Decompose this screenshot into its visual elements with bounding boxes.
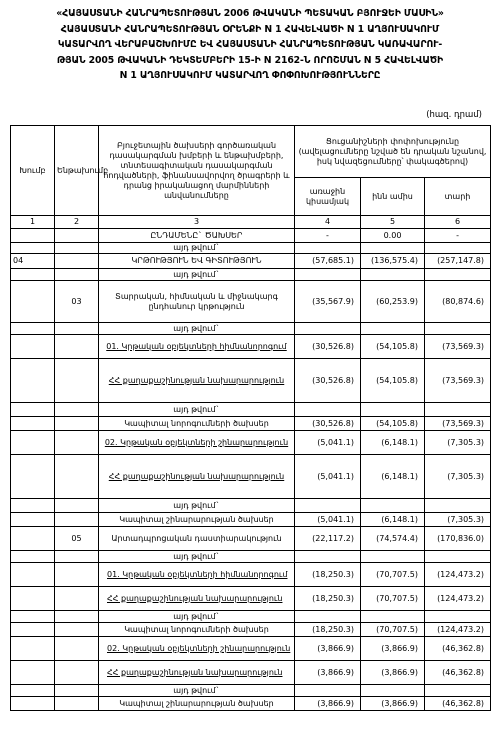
group-code xyxy=(11,697,55,711)
value-nine-months: (3,866.9) xyxy=(361,697,425,711)
value-year: (7,305.3) xyxy=(425,513,491,527)
group-code xyxy=(11,431,55,455)
row-description: այդ թվում` xyxy=(99,611,295,623)
group-code xyxy=(11,551,55,563)
subgroup-code xyxy=(55,323,99,335)
subgroup-code xyxy=(55,455,99,499)
header-group: Խումբ xyxy=(11,126,55,216)
value-nine-months: (3,866.9) xyxy=(361,661,425,685)
subgroup-code: 03 xyxy=(55,281,99,323)
value-first-half: (3,866.9) xyxy=(295,697,361,711)
row-description: Տարրական, հիմնական և միջնակարգ ընդհանուր կրթություն xyxy=(99,281,295,323)
table-row xyxy=(11,685,491,697)
group-code xyxy=(11,403,55,417)
table-row xyxy=(11,323,491,335)
subgroup-code xyxy=(55,269,99,281)
row-description: Կապիտալ նորոգումների ծախսեր xyxy=(99,417,295,431)
value-first-half: (30,526.8) xyxy=(295,417,361,431)
table-row xyxy=(11,499,491,513)
table-row xyxy=(11,527,491,551)
value-first-half xyxy=(295,551,361,563)
col-number: 6 xyxy=(425,216,491,229)
value-year xyxy=(425,685,491,697)
value-year xyxy=(425,611,491,623)
table-row xyxy=(11,697,491,711)
group-code xyxy=(11,611,55,623)
group-code xyxy=(11,455,55,499)
value-nine-months xyxy=(361,323,425,335)
table-row xyxy=(11,551,491,563)
row-description: Կապիտալ շինարարության ծախսեր xyxy=(99,697,295,711)
header-nine-months: ինն ամիս xyxy=(361,178,425,216)
group-code xyxy=(11,359,55,403)
budget-table xyxy=(10,125,491,711)
value-year: (7,305.3) xyxy=(425,455,491,499)
subgroup-code xyxy=(55,661,99,685)
group-code xyxy=(11,335,55,359)
header-first-half: առաջին կիսամյակ xyxy=(295,178,361,216)
subgroup-code xyxy=(55,243,99,254)
subgroup-code xyxy=(55,335,99,359)
row-description: այդ թվում` xyxy=(99,403,295,417)
value-first-half: (3,866.9) xyxy=(295,661,361,685)
value-nine-months: (60,253.9) xyxy=(361,281,425,323)
value-nine-months: (54,105.8) xyxy=(361,417,425,431)
header-year: տարի xyxy=(425,178,491,216)
subgroup-code xyxy=(55,513,99,527)
value-nine-months xyxy=(361,499,425,513)
table-row xyxy=(11,431,491,455)
value-first-half: (22,117.2) xyxy=(295,527,361,551)
value-nine-months xyxy=(361,403,425,417)
table-row xyxy=(11,455,491,499)
value-nine-months: (3,866.9) xyxy=(361,637,425,661)
row-description: այդ թվում` xyxy=(99,499,295,513)
group-code xyxy=(11,243,55,254)
row-description: ԿՐԹՈՒԹՅՈՒՆ ԵՎ ԳԻՏՈՒԹՅՈՒՆ xyxy=(99,254,295,269)
row-description: այդ թվում` xyxy=(99,269,295,281)
group-code xyxy=(11,685,55,697)
group-code xyxy=(11,229,55,243)
group-code xyxy=(11,587,55,611)
value-nine-months: (70,707.5) xyxy=(361,623,425,637)
col-number: 4 xyxy=(295,216,361,229)
title-line: N 1 ԱՂՅՈՒՍԱԿՈՒՄ ԿԱՏԱՐՎՈՂ ՓՈՓՈԽՈՒԹՅՈՒՆՆԵՐԸ xyxy=(119,70,381,81)
table-row xyxy=(11,513,491,527)
table-row xyxy=(11,403,491,417)
table-row xyxy=(11,335,491,359)
subgroup-code xyxy=(55,697,99,711)
value-year: (46,362.8) xyxy=(425,661,491,685)
value-nine-months xyxy=(361,611,425,623)
subgroup-code xyxy=(55,563,99,587)
table-row xyxy=(11,229,491,243)
subgroup-code xyxy=(55,403,99,417)
value-year: (170,836.0) xyxy=(425,527,491,551)
group-code: 04 xyxy=(11,254,55,269)
subgroup-code xyxy=(55,499,99,513)
group-code xyxy=(11,563,55,587)
table-row xyxy=(11,269,491,281)
value-first-half xyxy=(295,323,361,335)
title-line: ԹՅԱՆ 2005 ԹՎԱԿԱՆԻ ԴԵԿՏԵՄԲԵՐԻ 15-Ի N 2162-Ն ՈՐՈՇՄԱՆ N 5 ՀԱՎԵԼՎԱԾԻ xyxy=(56,54,444,66)
value-nine-months: (54,105.8) xyxy=(361,359,425,403)
value-year xyxy=(425,551,491,563)
table-row xyxy=(11,359,491,403)
group-code xyxy=(11,637,55,661)
value-first-half: (5,041.1) xyxy=(295,431,361,455)
header-description: Բյուջետային ծախսերի գործառական դասակարգման խմբերի և ենթախմբերի, տնտեսագիտական դասակարգման հոդվածների, ֆինանսավորվող ծրագրերի և դրանց իրականացող մարմինների անվանումները xyxy=(99,126,295,216)
value-year: (124,473.2) xyxy=(425,623,491,637)
subgroup-code: 05 xyxy=(55,527,99,551)
value-year xyxy=(425,243,491,254)
row-description: 02. Կրթական օբյեկտների շինարարություն xyxy=(99,431,295,455)
table-row xyxy=(11,254,491,269)
table-row xyxy=(11,243,491,254)
subgroup-code xyxy=(55,551,99,563)
value-year: (257,147.8) xyxy=(425,254,491,269)
value-first-half: (30,526.8) xyxy=(295,335,361,359)
value-year: (73,569.3) xyxy=(425,335,491,359)
value-first-half xyxy=(295,685,361,697)
subgroup-code xyxy=(55,359,99,403)
value-nine-months xyxy=(361,269,425,281)
value-year: (124,473.2) xyxy=(425,587,491,611)
value-first-half: (3,866.9) xyxy=(295,637,361,661)
value-first-half: - xyxy=(295,229,361,243)
value-first-half: (35,567.9) xyxy=(295,281,361,323)
header-changes: Ցուցանիշների փոփոխությունը (ավելացումները նշված են դրական նշանով, իսկ նվազեցումները՝ փակագծերով) xyxy=(295,126,491,178)
title-line: ԿԱՏԱՐՎՈՂ ՎԵՐԱԲԱՇԽՈՒՄԸ ԵՎ ՀԱՅԱՍՏԱՆԻ ՀԱՆՐԱՊԵՏՈՒԹՅԱՆ ԿԱՌԱՎԱՐՈՒ- xyxy=(57,39,443,50)
table-row xyxy=(11,281,491,323)
row-description: ՀՀ քաղաքաշինության նախարարություն xyxy=(99,359,295,403)
subgroup-code xyxy=(55,637,99,661)
value-year: - xyxy=(425,229,491,243)
value-first-half: (18,250.3) xyxy=(295,587,361,611)
group-code xyxy=(11,269,55,281)
row-description: 01. Կրթական օբյեկտների հիմնանորոգում xyxy=(99,335,295,359)
subgroup-code xyxy=(55,431,99,455)
value-nine-months xyxy=(361,551,425,563)
value-year: (73,569.3) xyxy=(425,359,491,403)
value-first-half: (57,685.1) xyxy=(295,254,361,269)
col-number: 3 xyxy=(99,216,295,229)
title-line: «ՀԱՅԱՍՏԱՆԻ ՀԱՆՐԱՊԵՏՈՒԹՅԱՆ 2006 ԹՎԱԿԱՆԻ ՊԵՏԱԿԱՆ ԲՅՈՒՋԵԻ ՄԱՍԻՆ» xyxy=(56,8,444,19)
subgroup-code xyxy=(55,587,99,611)
value-nine-months xyxy=(361,685,425,697)
value-first-half xyxy=(295,611,361,623)
group-code xyxy=(11,281,55,323)
value-nine-months: (54,105.8) xyxy=(361,335,425,359)
row-description: 01. Կրթական օբյեկտների հիմնանորոգում xyxy=(99,563,295,587)
row-description: այդ թվում` xyxy=(99,243,295,254)
value-nine-months xyxy=(361,243,425,254)
value-year: (46,362.8) xyxy=(425,697,491,711)
subgroup-code xyxy=(55,254,99,269)
value-year xyxy=(425,403,491,417)
group-code xyxy=(11,661,55,685)
value-nine-months: (6,148.1) xyxy=(361,455,425,499)
table-row xyxy=(11,611,491,623)
table-row xyxy=(11,637,491,661)
col-number: 2 xyxy=(55,216,99,229)
value-year: (73,569.3) xyxy=(425,417,491,431)
group-code xyxy=(11,323,55,335)
col-number: 1 xyxy=(11,216,55,229)
unit-label: (հազ. դրամ) xyxy=(426,110,482,120)
subgroup-code xyxy=(55,417,99,431)
value-year: (80,874.6) xyxy=(425,281,491,323)
value-first-half xyxy=(295,403,361,417)
group-code xyxy=(11,527,55,551)
row-description: ԸՆԴԱՄԵՆԸ` ԾԱԽՍԵՐ xyxy=(99,229,295,243)
value-first-half: (5,041.1) xyxy=(295,455,361,499)
value-year: (7,305.3) xyxy=(425,431,491,455)
header-subgroup: Ենթախումբ xyxy=(55,126,99,216)
value-nine-months: (6,148.1) xyxy=(361,431,425,455)
value-nine-months: (70,707.5) xyxy=(361,563,425,587)
value-nine-months: (6,148.1) xyxy=(361,513,425,527)
value-nine-months: 0.00 xyxy=(361,229,425,243)
title-line: ՀԱՅԱՍՏԱՆԻ ՀԱՆՐԱՊԵՏՈՒԹՅԱՆ ՕՐԵՆՔԻ N 1 ՀԱՎԵԼՎԱԾԻ N 1 ԱՂՅՈՒՍԱԿՈՒՄ xyxy=(60,23,440,35)
value-year xyxy=(425,269,491,281)
row-description: ՀՀ քաղաքաշինության նախարարություն xyxy=(99,587,295,611)
value-first-half: (18,250.3) xyxy=(295,623,361,637)
row-description: Կապիտալ շինարարության ծախսեր xyxy=(99,513,295,527)
value-year xyxy=(425,499,491,513)
row-description: այդ թվում` xyxy=(99,551,295,563)
row-description: Կապիտալ նորոգումների ծախսեր xyxy=(99,623,295,637)
subgroup-code xyxy=(55,685,99,697)
value-first-half: (5,041.1) xyxy=(295,513,361,527)
value-nine-months: (74,574.4) xyxy=(361,527,425,551)
group-code xyxy=(11,623,55,637)
table-row xyxy=(11,623,491,637)
value-first-half: (18,250.3) xyxy=(295,563,361,587)
group-code xyxy=(11,417,55,431)
subgroup-code xyxy=(55,623,99,637)
row-description: ՀՀ քաղաքաշինության նախարարություն xyxy=(99,455,295,499)
group-code xyxy=(11,499,55,513)
value-first-half xyxy=(295,243,361,254)
row-description: այդ թվում` xyxy=(99,685,295,697)
table-row xyxy=(11,587,491,611)
row-description: ՀՀ քաղաքաշինության նախարարություն xyxy=(99,661,295,685)
value-year: (124,473.2) xyxy=(425,563,491,587)
value-first-half: (30,526.8) xyxy=(295,359,361,403)
row-description: 02. Կրթական օբյեկտների շինարարություն xyxy=(99,637,295,661)
value-nine-months: (70,707.5) xyxy=(361,587,425,611)
table-row xyxy=(11,661,491,685)
value-nine-months: (136,575.4) xyxy=(361,254,425,269)
row-description: Արտադպրոցական դաստիարակություն xyxy=(99,527,295,551)
value-year xyxy=(425,323,491,335)
subgroup-code xyxy=(55,611,99,623)
value-first-half xyxy=(295,499,361,513)
col-number: 5 xyxy=(361,216,425,229)
row-description: այդ թվում` xyxy=(99,323,295,335)
document-title xyxy=(8,6,492,84)
subgroup-code xyxy=(55,229,99,243)
table-row xyxy=(11,417,491,431)
value-first-half xyxy=(295,269,361,281)
value-year: (46,362.8) xyxy=(425,637,491,661)
group-code xyxy=(11,513,55,527)
table-row xyxy=(11,563,491,587)
